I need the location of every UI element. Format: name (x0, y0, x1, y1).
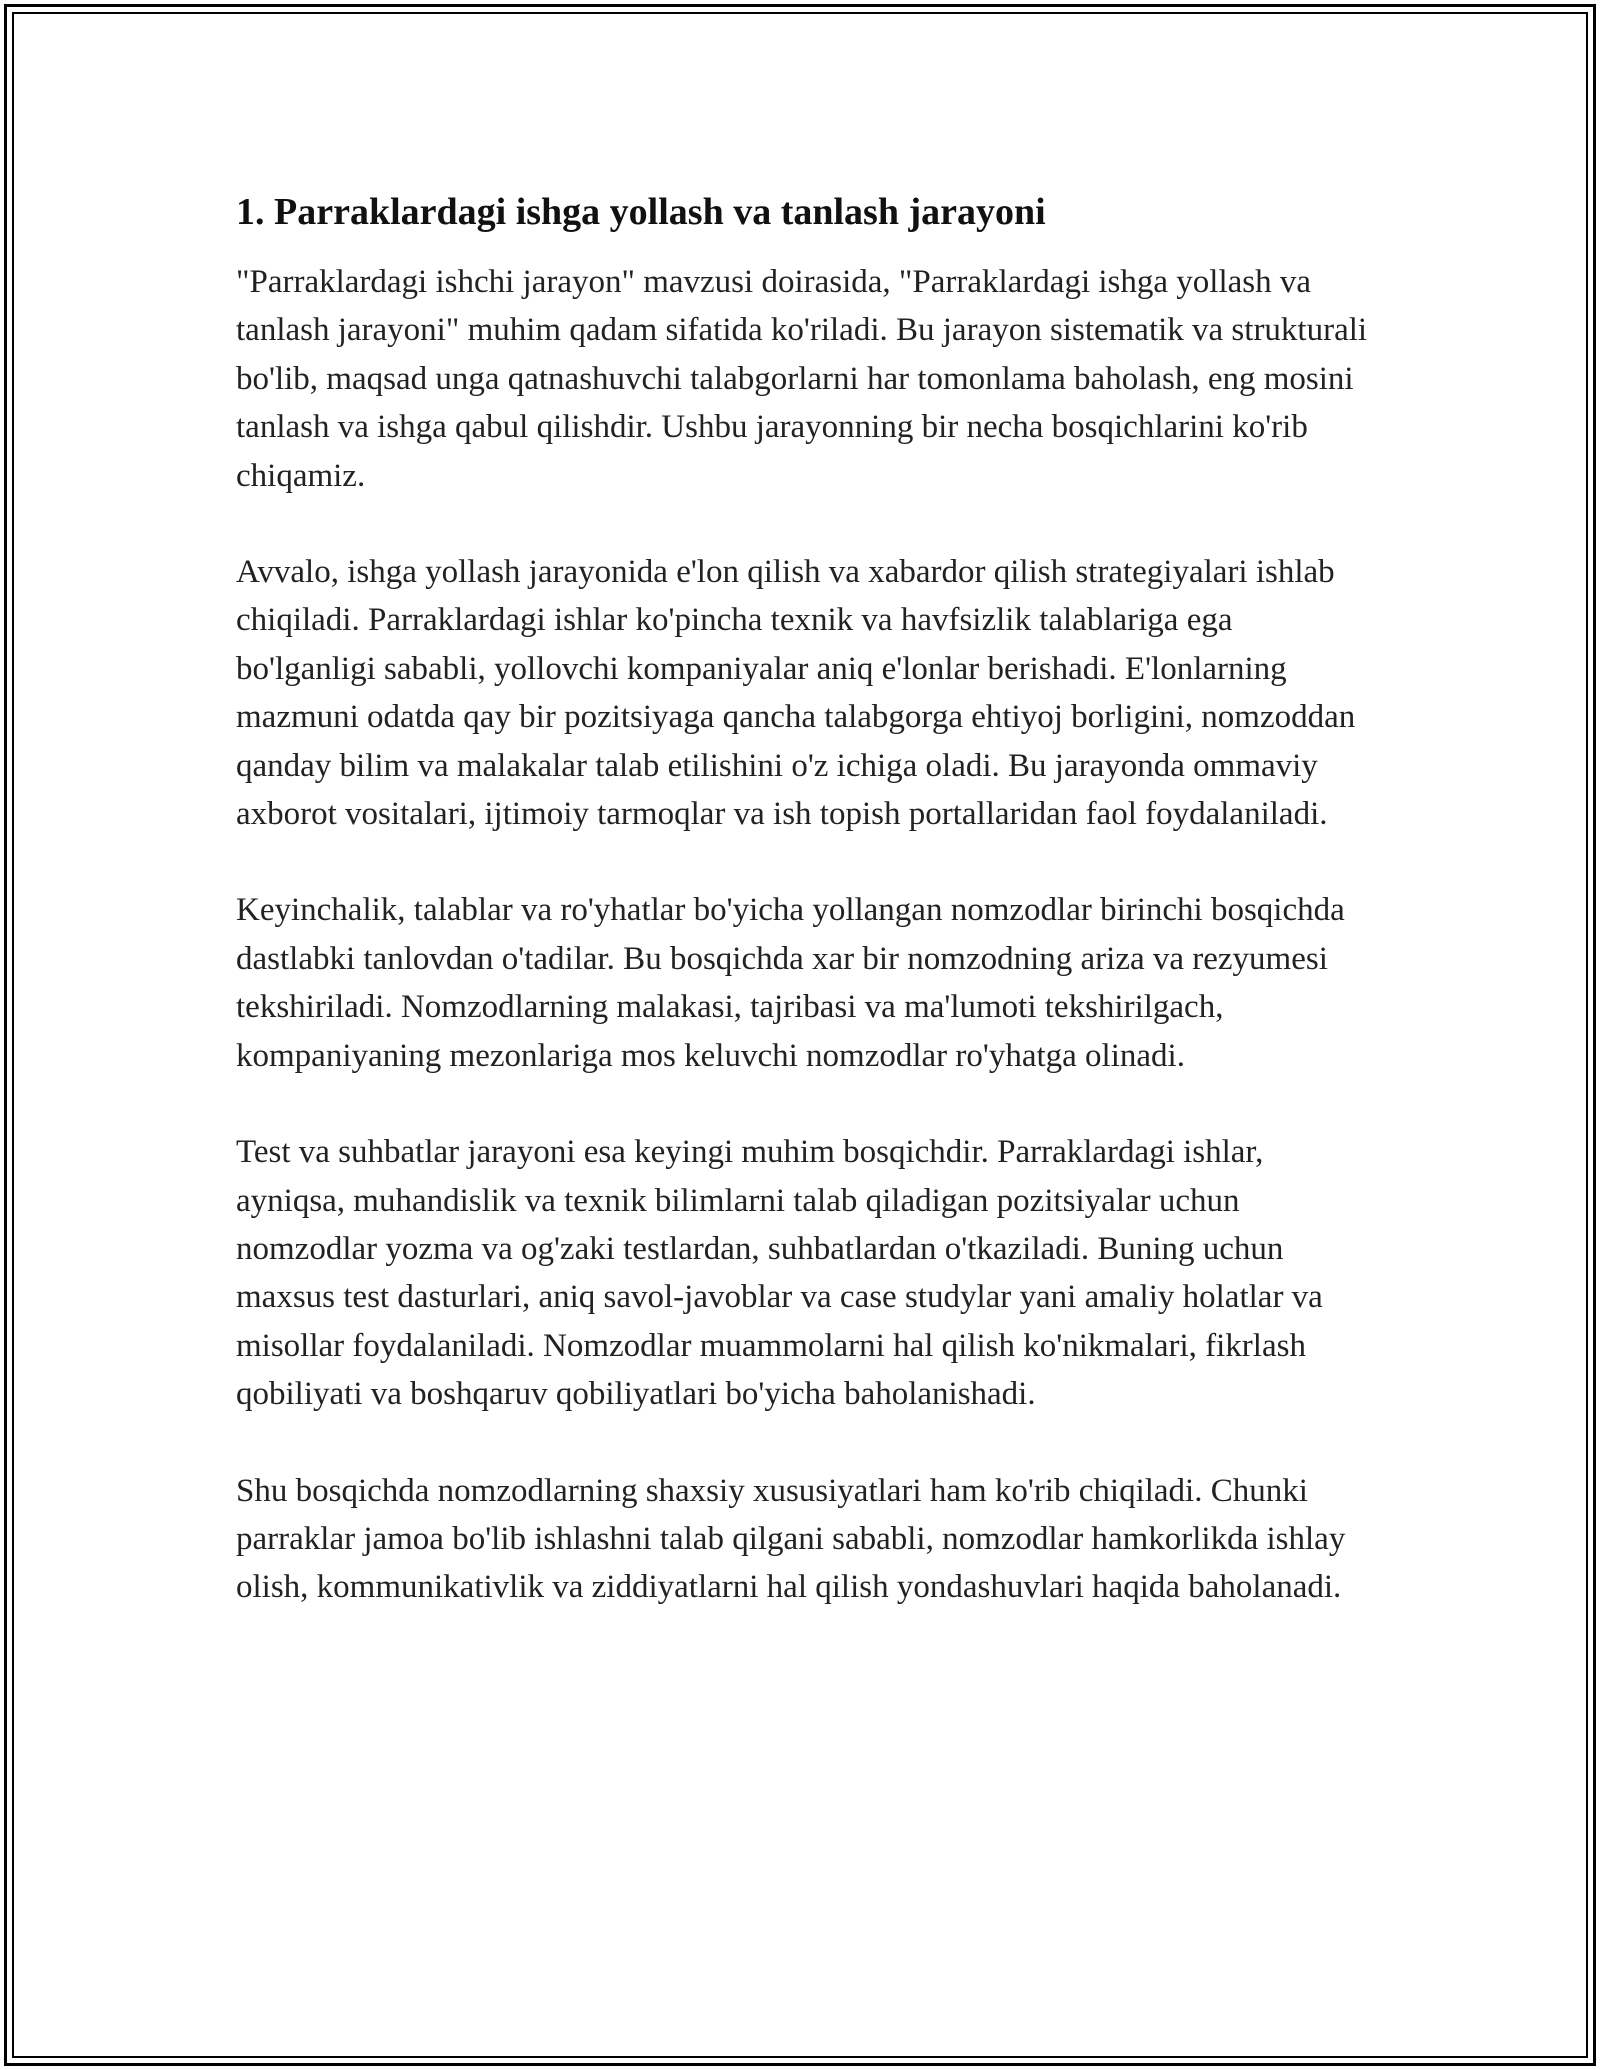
paragraph-announcement: Avvalo, ishga yollash jarayonida e'lon qilish va xabardor qilish strategiyalari ishlab chiqiladi. Parraklardagi ishlar ko'pincha texnik va havfsizlik talablariga ega bo'lganligi sababli, yollovchi kompaniyalar aniq e'lonlar berishadi. E'lonlarning mazmuni odatda qay bir pozitsiyaga qancha talabgorga ehtiyoj borligini, nomzoddan qanday bilim va malakalar talab etilishini o'z ichiga oladi. Bu jarayonda ommaviy axborot vositalari, ijtimoiy tarmoqlar va ish topish portallaridan faol foydalaniladi. (236, 554, 1356, 833)
document-body (236, 180, 1376, 1660)
paragraph-personal-qualities: Shu bosqichda nomzodlarning shaxsiy xususiyatlari ham ko'rib chiqiladi. Chunki parraklar jamoa bo'lib ishlashni talab qilgani sababli, nomzodlar hamkorlikda ishlay olish, kommunikativlik va ziddiyatlarni hal qilish yondashuvlari haqida baholanadi. (236, 1472, 1346, 1606)
section-heading: 1. Parraklardagi ishga yollash va tanlash jarayoni (236, 191, 1046, 233)
paragraph-tests-interviews: Test va suhbatlar jarayoni esa keyingi muhim bosqichdir. Parraklardagi ishlar, ayniqsa, muhandislik va texnik bilimlarni talab qiladigan pozitsiyalar uchun nomzodlar yozma va og'zaki testlardan, suhbatlardan o'tkaziladi. Buning uchun maxsus test dasturlari, aniq savol-javoblar va case studylar yani amaliy holatlar va misollar foydalaniladi. Nomzodlar muammolarni hal qilish ko'nikmalari, fikrlash qobiliyati va boshqaruv qobiliyatlari bo'yicha baholanishadi. (236, 1134, 1323, 1413)
paragraph-intro: "Parraklardagi ishchi jarayon" mavzusi doirasida, "Parraklardagi ishga yollash va tanlash jarayoni" muhim qadam sifatida ko'riladi. Bu jarayon sistematik va strukturali bo'lib, maqsad unga qatnashuvchi talabgorlarni har tomonlama baholash, eng mosini tanlash va ishga qabul qilishdir. Ushbu jarayonning bir necha bosqichlarini ko'rib chiqamiz. (236, 264, 1368, 494)
paragraph-initial-screening: Keyinchalik, talablar va ro'yhatlar bo'yicha yollangan nomzodlar birinchi bosqichda dastlabki tanlovdan o'tadilar. Bu bosqichda xar bir nomzodning ariza va rezyumesi tekshiriladi. Nomzodlarning malakasi, tajribasi va ma'lumoti tekshirilgach, kompaniyaning mezonlariga mos keluvchi nomzodlar ro'yhatga olinadi. (236, 892, 1345, 1074)
